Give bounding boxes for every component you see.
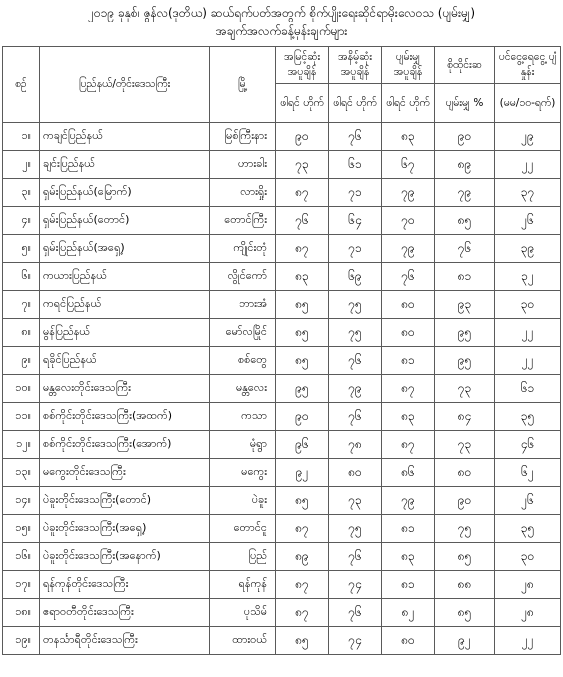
cell-evaporation: ၃၀ bbox=[495, 543, 561, 571]
cell-city: ကျိုင်းတုံ bbox=[210, 235, 276, 263]
cell-avg-temp: ၈၆ bbox=[382, 459, 435, 487]
cell-max-temp: ၈၇ bbox=[276, 235, 329, 263]
cell-max-temp: ၉၅ bbox=[276, 375, 329, 403]
unit-evaporation: (မမ/၁၀-ရက်) bbox=[495, 84, 561, 123]
cell-humidity: ၇၃ bbox=[435, 431, 495, 459]
cell-max-temp: ၈၅ bbox=[276, 627, 329, 655]
cell-avg-temp: ၈၀ bbox=[382, 627, 435, 655]
cell-evaporation: ၃၅ bbox=[495, 403, 561, 431]
cell-humidity: ၇၅ bbox=[435, 515, 495, 543]
cell-min-temp: ၇၅ bbox=[329, 319, 382, 347]
cell-max-temp: ၉၀ bbox=[276, 403, 329, 431]
cell-min-temp: ၆၉ bbox=[329, 263, 382, 291]
cell-region: ပဲခူးတိုင်းဒေသကြီး(အနောက်) bbox=[40, 543, 210, 571]
table-row bbox=[3, 599, 561, 627]
cell-evaporation: ၂၆ bbox=[495, 207, 561, 235]
cell-evaporation: ၂၂ bbox=[495, 151, 561, 179]
header-evaporation: ပင်ငွေ့ရေငွေ့ ပျံနှုန်း bbox=[495, 47, 561, 84]
table-row bbox=[3, 291, 561, 319]
cell-region: မကွေးတိုင်းဒေသကြီး bbox=[40, 459, 210, 487]
cell-avg-temp: ၈၇ bbox=[382, 375, 435, 403]
cell-sr: ၆။ bbox=[3, 263, 40, 291]
cell-humidity: ၈၄ bbox=[435, 403, 495, 431]
cell-region: ရှမ်းပြည်နယ်(အရှေ့) bbox=[40, 235, 210, 263]
cell-sr: ၇။ bbox=[3, 291, 40, 319]
cell-region: ကယားပြည်နယ် bbox=[40, 263, 210, 291]
cell-min-temp: ၇၃ bbox=[329, 487, 382, 515]
cell-city: ရန်ကုန် bbox=[210, 571, 276, 599]
cell-avg-temp: ၇၉ bbox=[382, 487, 435, 515]
cell-city: မန္တလေး bbox=[210, 375, 276, 403]
table-body bbox=[3, 123, 561, 655]
cell-region: ဧရာဝတီတိုင်းဒေသကြီး bbox=[40, 599, 210, 627]
cell-humidity: ၉၀ bbox=[435, 487, 495, 515]
cell-sr: ၉။ bbox=[3, 347, 40, 375]
header-humidity: စိုထိုင်းဆ bbox=[435, 47, 495, 84]
unit-humidity: ပျမ်းမျှ % bbox=[435, 84, 495, 123]
cell-city: တောင်ကြီး bbox=[210, 207, 276, 235]
cell-city: မုံရွာ bbox=[210, 431, 276, 459]
cell-max-temp: ၈၅ bbox=[276, 487, 329, 515]
cell-avg-temp: ၈၁ bbox=[382, 571, 435, 599]
table-row bbox=[3, 403, 561, 431]
cell-min-temp: ၇၆ bbox=[329, 403, 382, 431]
cell-sr: ၁၁။ bbox=[3, 403, 40, 431]
cell-evaporation: ၂၂ bbox=[495, 347, 561, 375]
weather-forecast-table bbox=[2, 46, 561, 655]
cell-city: မြစ်ကြီးနား bbox=[210, 123, 276, 151]
cell-evaporation: ၂၈ bbox=[495, 599, 561, 627]
cell-humidity: ၉၂ bbox=[435, 627, 495, 655]
cell-evaporation: ၃၀ bbox=[495, 291, 561, 319]
cell-city: ပုသိမ် bbox=[210, 599, 276, 627]
cell-max-temp: ၉၀ bbox=[276, 123, 329, 151]
cell-humidity: ၉၅ bbox=[435, 347, 495, 375]
header-avg-temp: ပျမ်းမျှ အပူချိန် bbox=[382, 47, 435, 84]
cell-city: ဘားအံ bbox=[210, 291, 276, 319]
cell-avg-temp: ၈၃ bbox=[382, 123, 435, 151]
cell-max-temp: ၈၇ bbox=[276, 179, 329, 207]
cell-region: ချင်းပြည်နယ် bbox=[40, 151, 210, 179]
cell-avg-temp: ၈၁ bbox=[382, 515, 435, 543]
cell-avg-temp: ၇၆ bbox=[382, 263, 435, 291]
cell-evaporation: ၃၂ bbox=[495, 263, 561, 291]
cell-sr: ၁၀။ bbox=[3, 375, 40, 403]
cell-sr: ၃။ bbox=[3, 179, 40, 207]
cell-evaporation: ၄၆ bbox=[495, 431, 561, 459]
table-row bbox=[3, 151, 561, 179]
cell-avg-temp: ၆၇ bbox=[382, 151, 435, 179]
cell-min-temp: ၇၆ bbox=[329, 347, 382, 375]
cell-avg-temp: ၇၀ bbox=[382, 207, 435, 235]
cell-evaporation: ၂၂ bbox=[495, 319, 561, 347]
cell-max-temp: ၈၃ bbox=[276, 263, 329, 291]
cell-evaporation: ၂၆ bbox=[495, 487, 561, 515]
cell-avg-temp: ၈၀ bbox=[382, 291, 435, 319]
cell-region: ပဲခူးတိုင်းဒေသကြီး(အရှေ့) bbox=[40, 515, 210, 543]
cell-sr: ၁၇။ bbox=[3, 571, 40, 599]
cell-region: ကရင်ပြည်နယ် bbox=[40, 291, 210, 319]
cell-sr: ၁၄။ bbox=[3, 487, 40, 515]
cell-sr: ၁၂။ bbox=[3, 431, 40, 459]
cell-avg-temp: ၈၂ bbox=[382, 599, 435, 627]
table-row bbox=[3, 179, 561, 207]
unit-max-temp: ဖါရင် ဟိုက် bbox=[276, 84, 329, 123]
cell-sr: ၁၆။ bbox=[3, 543, 40, 571]
cell-avg-temp: ၇၉ bbox=[382, 235, 435, 263]
cell-min-temp: ၇၆ bbox=[329, 599, 382, 627]
cell-max-temp: ၇၃ bbox=[276, 151, 329, 179]
cell-min-temp: ၇၆ bbox=[329, 543, 382, 571]
cell-min-temp: ၇၅ bbox=[329, 515, 382, 543]
header-region: ပြည်နယ်/တိုင်းဒေသကြီး bbox=[40, 47, 210, 123]
cell-city: ပြည် bbox=[210, 543, 276, 571]
table-row bbox=[3, 627, 561, 655]
table-row bbox=[3, 571, 561, 599]
unit-min-temp: ဖါရင် ဟိုက် bbox=[329, 84, 382, 123]
cell-humidity: ၈၅ bbox=[435, 207, 495, 235]
document-title bbox=[0, 0, 563, 40]
cell-region: ရန်ကုန်တိုင်းဒေသကြီး bbox=[40, 571, 210, 599]
cell-evaporation: ၃၇ bbox=[495, 179, 561, 207]
table-header bbox=[3, 47, 561, 123]
table-row bbox=[3, 515, 561, 543]
cell-min-temp: ၇၆ bbox=[329, 123, 382, 151]
cell-region: စစ်ကိုင်းတိုင်းဒေသကြီး(အထက်) bbox=[40, 403, 210, 431]
cell-evaporation: ၂၂ bbox=[495, 627, 561, 655]
cell-humidity: ၈၁ bbox=[435, 263, 495, 291]
cell-region: တနင်္သာရီတိုင်းဒေသကြီး bbox=[40, 627, 210, 655]
cell-min-temp: ၇၄ bbox=[329, 627, 382, 655]
header-sr: စဉ် bbox=[3, 47, 40, 123]
header-min-temp: အနိမ့်ဆုံး အပူချိန် bbox=[329, 47, 382, 84]
cell-region: ကချင်ပြည်နယ် bbox=[40, 123, 210, 151]
table-row bbox=[3, 207, 561, 235]
cell-humidity: ၇၉ bbox=[435, 179, 495, 207]
cell-humidity: ၉၃ bbox=[435, 291, 495, 319]
table-row bbox=[3, 123, 561, 151]
cell-city: မကွေး bbox=[210, 459, 276, 487]
cell-sr: ၂။ bbox=[3, 151, 40, 179]
table-row bbox=[3, 347, 561, 375]
table-row bbox=[3, 459, 561, 487]
cell-avg-temp: ၈၃ bbox=[382, 543, 435, 571]
header-max-temp: အမြင့်ဆုံး အပူချိန် bbox=[276, 47, 329, 84]
table-row bbox=[3, 375, 561, 403]
cell-region: ရှမ်းပြည်နယ်(မြောက်) bbox=[40, 179, 210, 207]
cell-sr: ၁။ bbox=[3, 123, 40, 151]
table-row bbox=[3, 543, 561, 571]
cell-avg-temp: ၈၁ bbox=[382, 347, 435, 375]
cell-sr: ၄။ bbox=[3, 207, 40, 235]
cell-humidity: ၈၈ bbox=[435, 571, 495, 599]
cell-max-temp: ၉၂ bbox=[276, 459, 329, 487]
cell-humidity: ၈၅ bbox=[435, 543, 495, 571]
cell-min-temp: ၇၁ bbox=[329, 235, 382, 263]
cell-min-temp: ၇၉ bbox=[329, 375, 382, 403]
cell-avg-temp: ၈၀ bbox=[382, 319, 435, 347]
cell-sr: ၁၅။ bbox=[3, 515, 40, 543]
title-line-2: အချက်အလက်ခန့်မှန်းချက်များ bbox=[215, 24, 348, 38]
cell-region: မန္တလေးတိုင်းဒေသကြီး bbox=[40, 375, 210, 403]
cell-max-temp: ၈၇ bbox=[276, 571, 329, 599]
cell-max-temp: ၇၆ bbox=[276, 207, 329, 235]
cell-city: ထားဝယ် bbox=[210, 627, 276, 655]
cell-region: ပဲခူးတိုင်းဒေသကြီး(တောင်) bbox=[40, 487, 210, 515]
cell-max-temp: ၉၆ bbox=[276, 431, 329, 459]
cell-max-temp: ၈၇ bbox=[276, 515, 329, 543]
cell-sr: ၁၈။ bbox=[3, 599, 40, 627]
cell-max-temp: ၈၉ bbox=[276, 543, 329, 571]
cell-evaporation: ၃၅ bbox=[495, 515, 561, 543]
cell-humidity: ၈၅ bbox=[435, 599, 495, 627]
cell-humidity: ၇၃ bbox=[435, 375, 495, 403]
cell-sr: ၁၉။ bbox=[3, 627, 40, 655]
cell-min-temp: ၇၄ bbox=[329, 571, 382, 599]
cell-region: မွန်ပြည်နယ် bbox=[40, 319, 210, 347]
header-city: မြို့ bbox=[210, 47, 276, 123]
cell-humidity: ၉၀ bbox=[435, 123, 495, 151]
cell-region: ရှမ်းပြည်နယ်(တောင်) bbox=[40, 207, 210, 235]
cell-min-temp: ၆၄ bbox=[329, 207, 382, 235]
cell-sr: ၁၃။ bbox=[3, 459, 40, 487]
cell-evaporation: ၃၉ bbox=[495, 235, 561, 263]
cell-city: ပဲခူး bbox=[210, 487, 276, 515]
cell-max-temp: ၈၇ bbox=[276, 599, 329, 627]
cell-max-temp: ၈၅ bbox=[276, 347, 329, 375]
cell-min-temp: ၈၀ bbox=[329, 459, 382, 487]
cell-city: ကသာ bbox=[210, 403, 276, 431]
cell-city: လွိုင်ကော် bbox=[210, 263, 276, 291]
cell-sr: ၅။ bbox=[3, 235, 40, 263]
cell-city: စစ်တွေ bbox=[210, 347, 276, 375]
cell-min-temp: ၇၁ bbox=[329, 179, 382, 207]
cell-min-temp: ၆၁ bbox=[329, 151, 382, 179]
cell-humidity: ၇၆ bbox=[435, 235, 495, 263]
table-row bbox=[3, 235, 561, 263]
unit-avg-temp: ဖါရင် ဟိုက် bbox=[382, 84, 435, 123]
cell-avg-temp: ၈၃ bbox=[382, 403, 435, 431]
cell-humidity: ၈၉ bbox=[435, 151, 495, 179]
table-row bbox=[3, 319, 561, 347]
cell-region: ရခိုင်ပြည်နယ် bbox=[40, 347, 210, 375]
cell-city: လားရှိုး bbox=[210, 179, 276, 207]
table-row bbox=[3, 263, 561, 291]
cell-city: မော်လမြိုင် bbox=[210, 319, 276, 347]
cell-evaporation: ၂၈ bbox=[495, 571, 561, 599]
cell-evaporation: ၂၉ bbox=[495, 123, 561, 151]
cell-humidity: ၈၀ bbox=[435, 459, 495, 487]
cell-min-temp: ၇၅ bbox=[329, 291, 382, 319]
cell-evaporation: ၆၂ bbox=[495, 459, 561, 487]
cell-avg-temp: ၈၇ bbox=[382, 431, 435, 459]
cell-max-temp: ၈၅ bbox=[276, 291, 329, 319]
cell-max-temp: ၈၅ bbox=[276, 319, 329, 347]
title-line-1: ၂၀၁၉ ခုနှစ်၊ ဇွန်လ(ဒုတိယ) ဆယ်ရက်ပတ်အတွက် စိုက်ပျိုးရေးဆိုင်ရာမိုးလေဝသ (ပျမ်းမျှ) bbox=[88, 6, 475, 20]
table-row bbox=[3, 487, 561, 515]
cell-city: ဟားခါး bbox=[210, 151, 276, 179]
cell-min-temp: ၇၈ bbox=[329, 431, 382, 459]
cell-sr: ၈။ bbox=[3, 319, 40, 347]
cell-city: တောင်ငူ bbox=[210, 515, 276, 543]
cell-avg-temp: ၇၉ bbox=[382, 179, 435, 207]
cell-humidity: ၉၅ bbox=[435, 319, 495, 347]
cell-region: စစ်ကိုင်းတိုင်းဒေသကြီး(အောက်) bbox=[40, 431, 210, 459]
table-row bbox=[3, 431, 561, 459]
cell-evaporation: ၆၁ bbox=[495, 375, 561, 403]
